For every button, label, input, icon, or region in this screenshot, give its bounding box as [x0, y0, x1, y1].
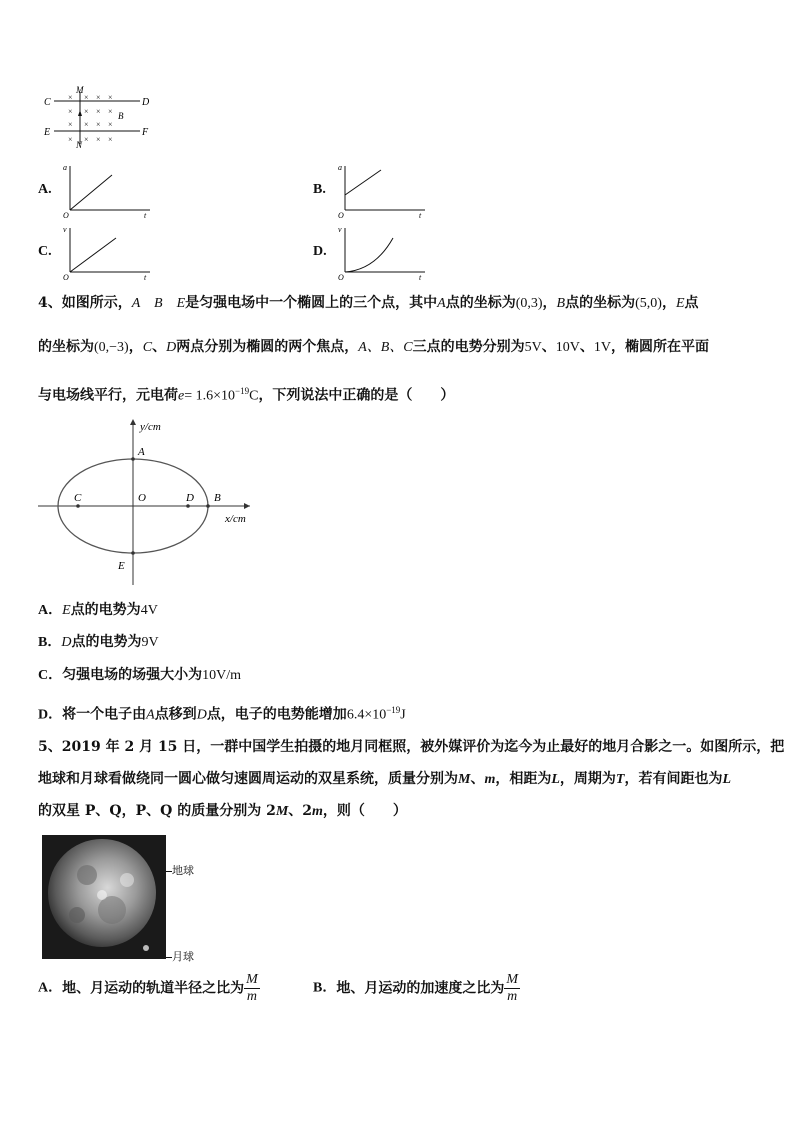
q4-option-b[interactable]: B．D点的电势为9V [38, 634, 159, 650]
svg-text:O: O [63, 273, 69, 282]
svg-text:O: O [338, 273, 344, 282]
q5-line-1: 5、2019 年 2 月 15 日，一群中国学生拍摄的地月同框照，被外媒评价为迄今为止最好的地月合影之一。如图所示，把 [38, 739, 785, 755]
svg-text:×: × [96, 107, 101, 116]
svg-text:×: × [68, 93, 73, 102]
label-E: E [44, 127, 51, 138]
q4-line-1: 4、如图所示，A B E是匀强电场中一个椭圆上的三个点，其中A点的坐标为(0,3)，B点的坐标为(5,0)，E点 [38, 295, 699, 311]
point-D: D [186, 492, 194, 504]
moon-image [42, 835, 166, 959]
svg-text:×: × [96, 120, 101, 129]
svg-text:×: × [68, 135, 73, 144]
svg-text:×: × [84, 120, 89, 129]
q5-line-2: 地球和月球看做绕同一圆心做匀速圆周运动的双星系统，质量分别为M、m，相距为L，周期为T，若有间距也为L [38, 771, 732, 787]
svg-text:t: t [419, 273, 422, 282]
svg-text:O: O [63, 211, 69, 220]
ellipse-coordinate-graph [38, 415, 278, 590]
graph-v-vs-t [335, 222, 435, 282]
point-E: E [118, 560, 125, 572]
svg-text:v: v [338, 225, 342, 234]
earth-label: 地球 [166, 862, 194, 878]
svg-text:×: × [96, 135, 101, 144]
q4-option-d[interactable]: D．将一个电子由A点移到D点，电子的电势能增加$6.4\times 10^{-19}J$ [38, 705, 406, 723]
point-C: C [74, 492, 82, 504]
label-N: N [76, 140, 83, 150]
q4-line-3: 与电场线平行，元电荷$e= 1.6\times 10^{-19}C$，下列说法中正确的是（ ） [38, 386, 455, 404]
svg-text:a: a [338, 163, 342, 172]
svg-text:×: × [84, 93, 89, 102]
earth-moon-photo [42, 835, 166, 959]
label-B: B [118, 111, 124, 121]
svg-text:×: × [68, 120, 73, 129]
x-axis-label: x/cm [225, 513, 246, 525]
point-B: B [214, 492, 221, 504]
label-M: M [76, 85, 84, 95]
q4-option-a[interactable]: A．E点的电势为4V [38, 602, 158, 618]
svg-text:×: × [68, 107, 73, 116]
y-axis-label: y/cm [140, 421, 161, 433]
svg-text:×: × [108, 107, 113, 116]
svg-text:×: × [108, 93, 113, 102]
graph-v-vs-t [60, 222, 160, 282]
q5-option-b[interactable]: B．地、月运动的加速度之比为 $\frac{M}{m}$ [313, 972, 519, 1004]
origin-O: O [138, 492, 146, 504]
svg-text:×: × [108, 135, 113, 144]
svg-text:×: × [96, 93, 101, 102]
svg-text:×: × [108, 120, 113, 129]
label-F: F [142, 127, 149, 138]
graph-a-vs-t [335, 160, 435, 220]
svg-text:O: O [338, 211, 344, 220]
magnetic-field-diagram [40, 84, 160, 154]
svg-text:t: t [144, 273, 147, 282]
svg-text:a: a [63, 163, 67, 172]
option-label: B. [313, 182, 326, 197]
svg-text:t: t [419, 211, 422, 220]
svg-text:v: v [63, 225, 67, 234]
svg-text:t: t [144, 211, 147, 220]
label-C: C [44, 97, 51, 108]
svg-text:×: × [84, 107, 89, 116]
q4-line-2: 的坐标为(0,−3)，C、D两点分别为椭圆的两个焦点，A、B、C三点的电势分别为5V、10V、1V，椭圆所在平面 [38, 339, 710, 355]
option-label: D. [313, 244, 327, 259]
q5-option-a[interactable]: A．地、月运动的轨道半径之比为 $\frac{M}{m}$ [38, 972, 258, 1004]
graph-a-vs-t [60, 160, 160, 220]
moon-label: 月球 [166, 948, 194, 964]
label-D: D [142, 97, 150, 108]
q4-option-c[interactable]: C．匀强电场的场强大小为10V/m [38, 667, 242, 683]
svg-text:×: × [84, 135, 89, 144]
option-label: A. [38, 182, 52, 197]
point-A: A [138, 446, 145, 458]
option-label: C. [38, 244, 52, 259]
q5-line-3: 的双星 P、Q，P、Q 的质量分别为 2M、2m，则（ ） [38, 803, 407, 819]
